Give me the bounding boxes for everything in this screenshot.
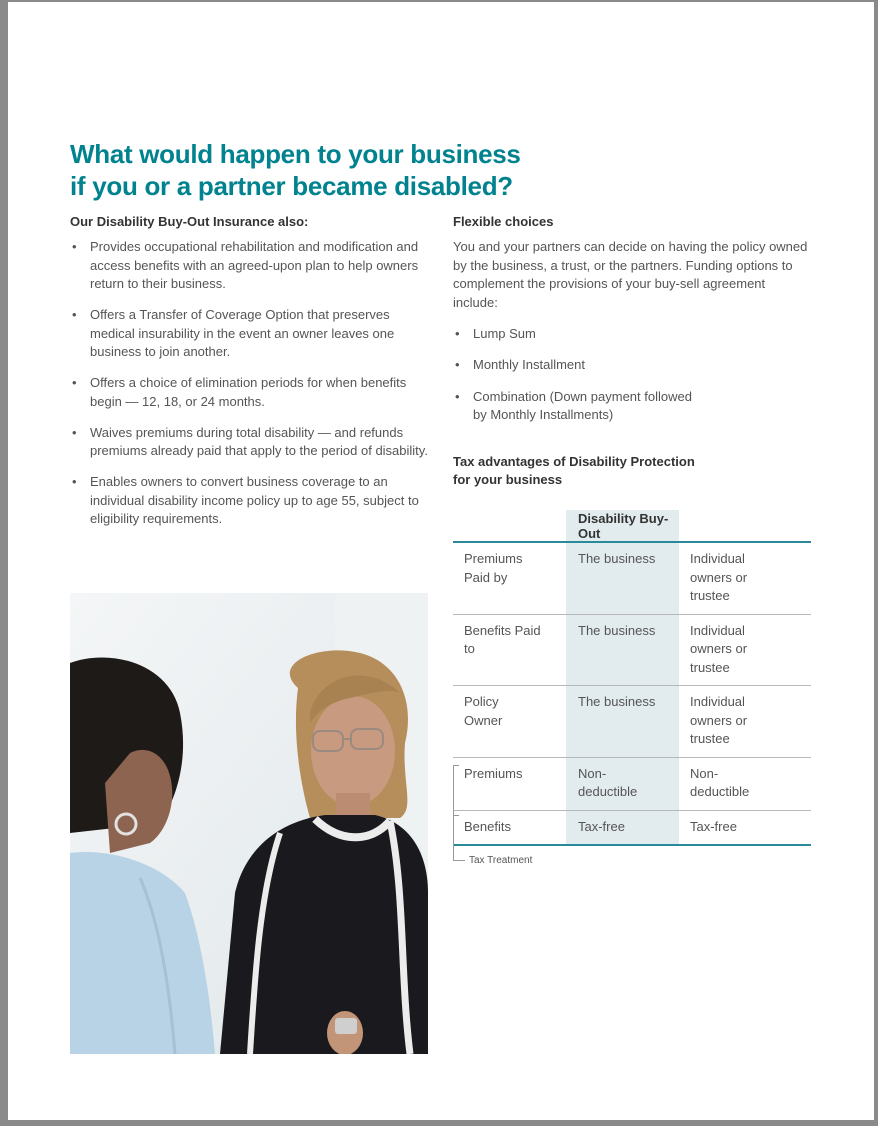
funding-options-list (453, 325, 813, 425)
individual-cell: Individual owners or trustee (679, 614, 811, 686)
business-cell: The business (566, 542, 679, 614)
header-blank-right (679, 510, 811, 542)
tax-treatment-bracket (453, 765, 454, 860)
list-item: • Monthly Installment (453, 356, 813, 375)
table-row (453, 614, 811, 686)
row-label: Benefits (453, 810, 566, 845)
tax-table-grid (453, 510, 811, 846)
list-item: • Offers a Transfer of Coverage Option that preserves medical insurability in the event an owner leaves one business to join another. (70, 306, 435, 362)
individual-cell: Individual owners or trustee (679, 686, 811, 758)
document-page (8, 2, 874, 1120)
flexible-choices-heading: Flexible choices (453, 214, 554, 229)
row-label: Policy Owner (453, 686, 566, 758)
tax-treatment-label: Tax Treatment (469, 855, 533, 866)
list-item: • Offers a choice of elimination periods for when benefits begin — 12, 18, or 24 months. (70, 374, 435, 411)
photo-illustration (70, 593, 428, 1054)
benefits-list (70, 238, 435, 529)
right-column (453, 213, 813, 509)
table-row (453, 542, 811, 614)
row-label: Premiums (453, 757, 566, 810)
bracket-tick-top (453, 765, 459, 766)
table-row (453, 686, 811, 758)
tax-advantages-heading: Tax advantages of Disability Protection for your business (453, 453, 695, 487)
list-item: • Waives premiums during total disability — and refunds premiums already paid that apply to the period of disability. (70, 424, 435, 461)
list-item: • Enables owners to convert business coverage to an individual disability income policy up to age 55, subject to eligibility requirements. (70, 473, 435, 529)
business-cell: The business (566, 614, 679, 686)
row-label: Premiums Paid by (453, 542, 566, 614)
table-row (453, 757, 811, 810)
left-heading: Our Disability Buy-Out Insurance also: (70, 214, 309, 229)
header-blank (453, 510, 566, 542)
individual-cell: Tax-free (679, 810, 811, 845)
business-cell: The business (566, 686, 679, 758)
business-cell: Tax-free (566, 810, 679, 845)
table-header-row (453, 510, 811, 542)
page-title (70, 138, 570, 202)
header-disability-buyout: Disability Buy-Out (566, 510, 679, 542)
individual-cell: Non-deductible (679, 757, 811, 810)
title-line-2: if you or a partner became disabled? (70, 171, 513, 201)
flexible-choices-paragraph: You and your partners can decide on having the policy owned by the business, a trust, or the partners. Funding options to complement the provisions of your buy-sell agreement include: (453, 239, 808, 310)
bracket-tick-mid (453, 815, 459, 816)
business-women-photo (70, 593, 428, 1054)
business-cell: Non-deductible (566, 757, 679, 810)
individual-cell: Individual owners or trustee (679, 542, 811, 614)
table-row (453, 810, 811, 845)
list-item: • Provides occupational rehabilitation and modification and access benefits with an agreed-upon plan to help owners return to their business. (70, 238, 435, 294)
list-item: • Combination (Down payment followed by Monthly Installments) (453, 388, 813, 425)
bracket-tick-bottom (453, 860, 465, 861)
left-column (70, 213, 435, 541)
title-line-1: What would happen to your business (70, 139, 521, 169)
tax-advantages-table (453, 510, 811, 846)
list-item: • Lump Sum (453, 325, 813, 344)
row-label: Benefits Paid to (453, 614, 566, 686)
